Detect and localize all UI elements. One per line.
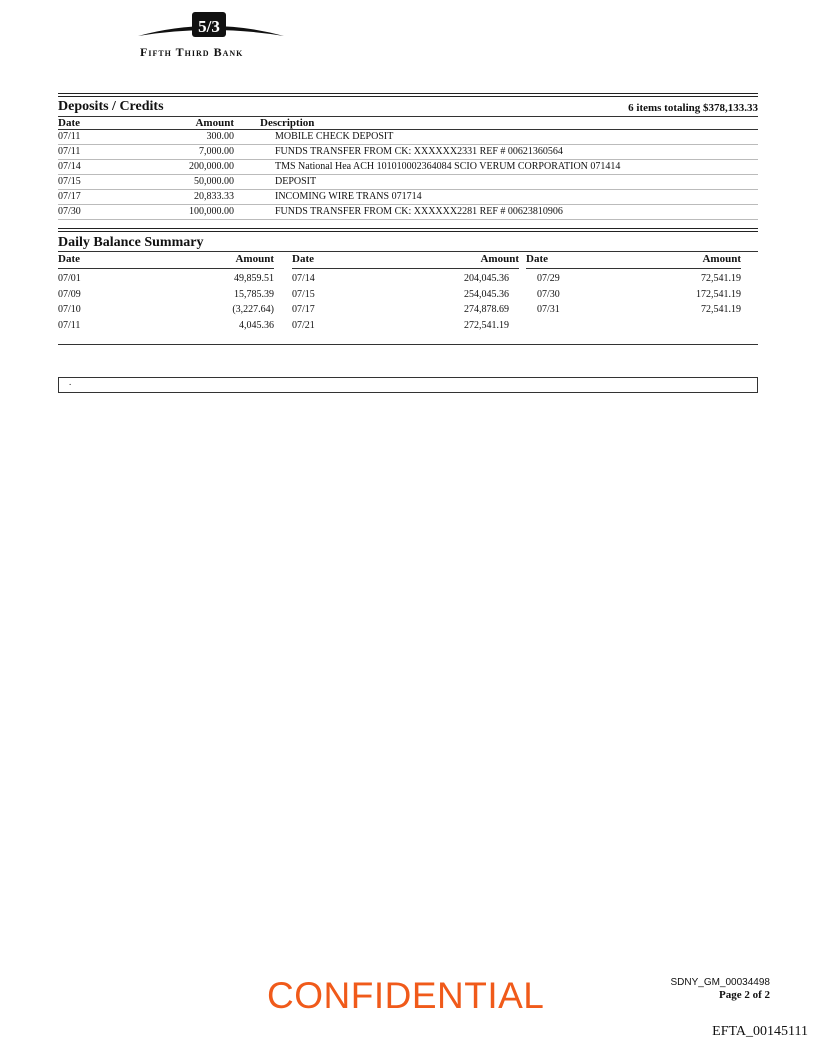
message-box	[58, 377, 758, 393]
balance-date: 07/11	[58, 319, 81, 331]
fifth-third-logo-icon	[136, 8, 286, 48]
balance-date-header: Date	[58, 253, 80, 265]
deposit-date: 07/11	[58, 131, 81, 142]
deposit-amount: 20,833.33	[194, 191, 234, 202]
bank-name: Fifth Third Bank	[140, 45, 244, 59]
deposit-amount: 300.00	[206, 131, 234, 142]
table-row	[58, 205, 758, 220]
efta-number: EFTA_00145111	[712, 1024, 808, 1039]
deposit-date: 07/14	[58, 161, 81, 172]
balance-date: 07/09	[58, 288, 81, 300]
balance-amount: 172,541.19	[696, 288, 741, 300]
balance-col-rule	[58, 268, 274, 269]
deposit-description: MOBILE CHECK DEPOSIT	[275, 131, 394, 142]
deposit-description: INCOMING WIRE TRANS 071714	[275, 191, 422, 202]
balance-date: 07/30	[537, 288, 560, 300]
section-divider	[58, 93, 758, 97]
balance-title: Daily Balance Summary	[58, 235, 204, 250]
deposit-description: FUNDS TRANSFER FROM CK: XXXXXX2281 REF # 00623810906	[275, 206, 563, 217]
confidential-stamp: CONFIDENTIAL	[267, 975, 545, 1016]
balance-date: 07/14	[292, 273, 315, 284]
deposits-title: Deposits / Credits	[58, 99, 164, 114]
balance-date: 07/17	[292, 304, 315, 315]
section-divider	[58, 228, 758, 232]
balance-amount: 15,785.39	[234, 288, 274, 300]
svg-text:5/3: 5/3	[198, 17, 220, 36]
balance-amount: 4,045.36	[239, 319, 274, 331]
deposit-date: 07/11	[58, 146, 81, 157]
balance-amount-header: Amount	[702, 253, 741, 265]
deposits-summary: 6 items totaling $378,133.33	[628, 102, 758, 114]
balance-col-rule	[526, 268, 741, 269]
deposit-amount: 50,000.00	[194, 176, 234, 187]
balance-amount: 204,045.36	[464, 273, 509, 284]
row-divider	[58, 219, 758, 220]
balance-amount: 274,878.69	[464, 304, 509, 315]
deposit-date: 07/15	[58, 176, 81, 187]
bates-block	[670, 977, 770, 1001]
table-row	[58, 190, 758, 205]
deposit-amount: 200,000.00	[189, 161, 234, 172]
balance-amount: 72,541.19	[701, 273, 741, 284]
balance-date: 07/31	[537, 304, 560, 315]
balance-amount: 272,541.19	[464, 319, 509, 331]
balance-date: 07/10	[58, 304, 81, 315]
table-row	[58, 160, 758, 175]
balance-amount: 49,859.51	[234, 273, 274, 284]
balance-date: 07/15	[292, 288, 315, 300]
message-box-text: .	[69, 377, 72, 387]
balance-amount: (3,227.64)	[232, 304, 274, 315]
balance-amount-header: Amount	[480, 253, 519, 265]
deposits-date-header: Date	[58, 117, 80, 129]
deposit-amount: 100,000.00	[189, 206, 234, 217]
balance-title-rule	[58, 251, 758, 252]
page-number: Page 2 of 2	[718, 989, 770, 1001]
table-row	[58, 145, 758, 160]
balance-date: 07/21	[292, 319, 315, 331]
bates-number: SDNY_GM_00034498	[670, 977, 770, 988]
deposit-amount: 7,000.00	[199, 146, 234, 157]
balance-amount-header: Amount	[235, 253, 274, 265]
deposit-description: DEPOSIT	[275, 176, 317, 187]
balance-date: 07/01	[58, 273, 81, 284]
balance-date-header: Date	[292, 253, 314, 265]
deposit-description: TMS National Hea ACH 101010002364084 SCIO VERUM CORPORATION 071414	[275, 161, 621, 172]
bank-logo	[136, 8, 286, 58]
table-row	[58, 175, 758, 190]
balance-date-header: Date	[526, 253, 548, 265]
balance-date: 07/29	[537, 273, 560, 284]
balance-col-rule	[292, 268, 519, 269]
deposits-amount-header: Amount	[195, 117, 234, 129]
deposit-date: 07/17	[58, 191, 81, 202]
deposits-description-header: Description	[260, 117, 315, 129]
balance-amount: 254,045.36	[464, 288, 509, 300]
deposit-date: 07/30	[58, 206, 81, 217]
table-row	[58, 130, 758, 145]
section-end-rule	[58, 344, 758, 345]
balance-amount: 72,541.19	[701, 304, 741, 315]
deposit-description: FUNDS TRANSFER FROM CK: XXXXXX2331 REF # 00621360564	[275, 146, 563, 157]
